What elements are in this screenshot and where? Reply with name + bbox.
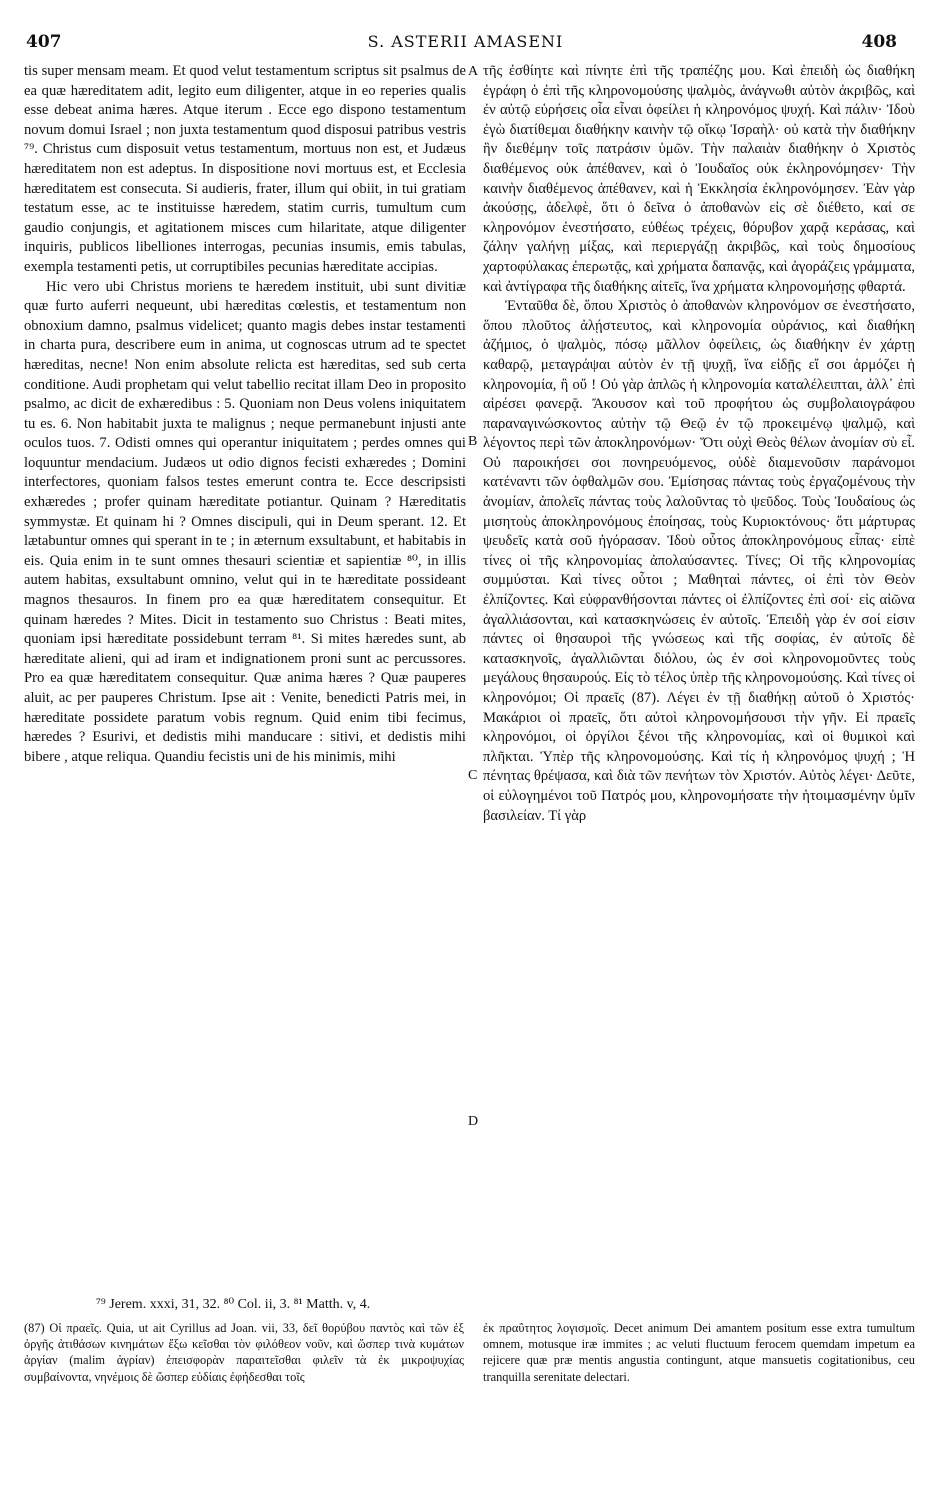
running-title: S. ASTERII AMASENI (367, 32, 564, 51)
scripture-references: ⁷⁹ Jerem. xxxi, 31, 32. ⁸⁰ Col. ii, 3. ⁸¹ Matth. v, 4. (96, 1297, 371, 1312)
footnote-87-right: ἐκ πραΰτητος λογισμοῖς. Decet animum Dei amantem positum esse extra tumultum omnem, motusque iræ immites ; ac veluti fluctuum ferocem quemdam impetum ea rejicere quæ præ mentis angustia contingunt, atque mansuetis cogitationibus, ceu tranquilla serenitate delectari. (483, 1321, 915, 1384)
footnote-87-left: (87) Οἱ πραεῖς. Quia, ut ait Cyrillus ad Joan. vii, 33, δεῖ θορύβου παντὸς καὶ τῶν ἐξ ὀργῆς ἀτιθάσων κινημάτων ἔξω κεῖσθαι τὸν φιλόθεον νοῦν, καὶ ὥσπερ τινὰ κυμάτων ἀργίαν (malim ἀγρίαν) ἐπεισφορὰν παραιτεῖσθαι φιλεῖν τὰ ἐκ μικροψυχίας συμβαίνοντα, νηνέμοις δὲ ὥσπερ εὐδίαις ἐφήδεσθαι τοῖς (24, 1321, 464, 1384)
page-number-right: 408 (861, 32, 897, 52)
margin-marker-d: D (468, 1114, 479, 1129)
footnotes (24, 1296, 915, 1384)
latin-column (24, 62, 466, 767)
greek-paragraph-2: Ἐνταῦθα δὲ, ὅπου Χριστὸς ὁ ἀποθανὼν κληρονόμον σε ἐνεστήσατο, ὅπου πλοῦτος ἀλῄστευτος, καὶ κληρονομία οὐράνιος, καὶ διαθήκη ἀζήμιος, ὁ ψαλμὸς, πόσῳ μᾶλλον ὀφείλεις, ὡς διαθήκην ἐν χάρτῃ καθαρῷ, μεταγράψαι αὐτὸν ἐν τῇ ψυχῇ, ἵνα εἰδῇς εἴ σοι ἁρμόζει ἡ κληρονομία, ἢ οὔ ! Οὐ γὰρ ἁπλῶς ἡ κληρονομία καταλέλειπται, ἀλλ᾽ ἐπὶ αἱρέσει φανερᾷ. Ἄκουσον καὶ τοῦ προφήτου ὡς συμβολαιογράφου παραναγινώσκοντος αὐτὴν τῷ Θεῷ ἐν τῷ προκειμένῳ ψαλμῷ, καὶ λέγοντος περὶ τῶν ἀποκληρονόμων· Ὅτι οὐχὶ Θεὸς θέλων ἀνομίαν σὺ εἶ. Οὐ παροικήσει σοι πονηρευόμενος, οὐδὲ διαμενοῦσιν παράνομοι κατέναντι τῶν ὀφθαλμῶν σου. Ἐμίσησας πάντας τοὺς ἐργαζομένους τὴν ἀνομίαν, ἀπολεῖς πάντας τοὺς λαλοῦντας τὸ ψεῦδος. Τοὺς Ἰουδαίους ὡς μισητοὺς ἀποκληρονόμους ἐποίησας, τοὺς Κυριοκτόνους· ὅτι μάρτυρας ψευδεῖς κατὰ σοῦ ἠγόρασαν. Ἰδοὺ οὗτος ἀποκληρονόμους εἶπας· εἰπὲ τίνες οἱ τῆς κληρονομίας ἀπολαύσαντες. Τίνες; Οἱ τῆς κληρονομίας συμμύσται. Καὶ τίνες οὗτοι ; Μαθηταὶ πάντες, οἱ ἐπὶ τὸν Θεὸν ἐλπίζοντες. Καὶ εὐφρανθήσονται πάντες οἱ ἐλπίζοντες ἐπὶ σοί· εἰς αἰῶνα ἀγαλλιάσονται, καὶ κατασκηνώσεις ἐν αὐτοῖς. Ἐπειδὴ γὰρ ἐν σοί εἰσιν πάντες οἱ θησαυροὶ τῆς γνώσεως καὶ τῆς σοφίας, ἐν αὐτοῖς δὲ κατασκηνοῖς, ἀγαλλιῶνται διόλου, ὡς ἐν σοὶ κληρονομοῦντες τοὺς μεγάλους θησαυρούς. Εἰς τὸ τέλος ὑπὲρ τῆς κληρονομούσης. Καὶ τίνες οἱ κληρονόμοι; Οἱ πραεῖς (87). Λέγει ἐν τῇ διαθήκῃ αὐτοῦ ὁ Χριστός· Μακάριοι οἱ πραεῖς, ὅτι αὐτοὶ κληρονομήσουσι τὴν γῆν. Εἰ πραεῖς κληρονόμοι, οἱ ὀργίλοι ξένοι τῆς κληρονομίας, καὶ οἱ θυμικοὶ καὶ πλῆκται. Ὑπὲρ τῆς κληρονομούσης. Καὶ τίς ἡ κληρονόμος ψυχή ; Ἡ πένητας θρέψασα, καὶ διὰ τῶν πενήτων τὸν Χριστόν. Αὐτὸς λέγει· Δεῦτε, οἱ εὐλογημένοι τοῦ Πατρός μου, κληρονομήσατε τὴν ἡτοιμασμένην ὑμῖν βασιλείαν. Τί γὰρ (483, 298, 915, 824)
greek-column (483, 62, 915, 826)
latin-paragraph-1: tis super mensam meam. Et quod velut testamentum scriptus sit psalmus de ea quæ hæreditatem adit, legito eum diligenter, atque in eo reperies qualis esse debeat anima hæres. Atque iterum . Ecce ego dispono testamentum novum domui Israel ; non juxta testamentum quod disposui patribus vestris ⁷⁹. Christus cum disposuit vetus testamentum, mortuus non est, et Judæus hæreditatem non est adeptus. In dispositione novi mortuus est, et Ecclesia hæreditatem est consecuta. Si audieris, frater, illum qui obiit, in tui gratiam testatum esse, ac te instituisse hæredem, statim curris, tumultum cum gaudio conjungis, et agitationem misces cum hilaritate, atque diligenter inquiris, publicos libelliones interrogas, pecunias insumis, emis tabulas, exempla testamenti petis, ut corruptibiles pecunias hæreditate accipias. (24, 63, 466, 275)
page-header (0, 32, 931, 58)
latin-paragraph-2: Hic vero ubi Christus moriens te hæredem instituit, ubi sunt divitiæ quæ furto auferri nequeunt, ubi hæreditas cœlestis, et testamentum non obnoxium damno, psalmus videlicet; quanto magis debes instar testamenti in charta pura, describere eum in anima, ut cognoscas utrum ad te spectet hæreditas, necne! Non enim absolute relicta est hæreditas, sed sub certa conditione. Audi prophetam qui velut tabellio recitat illam Deo in proposito psalmo, ac dicit de exhæredibus : 5. Quoniam non Deus volens iniquitatem tu es. 6. Non habitabit juxta te malignus ; neque permanebunt injusti ante oculos tuos. 7. Odisti omnes qui operantur iniquitatem ; perdes omnes qui loquuntur mendacium. Judæos ut odio dignos fecisti exhæredes ; Domini interfectores, quoniam falsos testes emerunt contra te. Ecce descripsisti exhæredes ; profer quinam hæreditate potiantur. Quinam ? Hæreditatis symmystæ. Et quinam hi ? Omnes discipuli, qui in Deum sperant. 12. Et lætabuntur omnes qui sperant in te ; in æternum exsultabunt, et habitabis in eis. Quia enim in te sunt omnes thesauri scientiæ et sapientiæ ⁸⁰, in illis autem habitas, exsultabunt omnino, velut qui in te hæreditate possideant magnos thesauros. In finem pro ea quæ hæreditatem consequitur. Et quinam hæredes ? Mites. Dicit in testamento suo Christus : Beati mites, quoniam ipsi hæreditate possidebunt terram ⁸¹. Si mites hæredes sunt, ab hæreditate alieni, qui ad iram et indignationem proni sunt ac percussores. Pro ea quæ hæreditatem consequitur. Quæ anima hæres ? Quæ pauperes aluit, ac per pauperes Christum. Ipse ait : Venite, benedicti Patris mei, in hæreditate possidete paratum vobis regnum. Quid enim tibi fecimus, hæredes ? Esurivi, et dedistis mihi manducare : sitivi, et dedistis mihi bibere , atque reliqua. Quandiu fecistis uni de his minimis, mihi (24, 278, 466, 765)
margin-marker-a: A (468, 64, 479, 79)
margin-marker-c: C (468, 768, 478, 783)
greek-paragraph-1: τῆς ἐσθίητε καὶ πίνητε ἐπὶ τῆς τραπέζης μου. Καὶ ἐπειδὴ ὡς διαθήκη ἐγράφη ὁ ἐπὶ τῆς κληρονομούσης ψαλμὸς, ἀνάγνωθι αὐτὸν ἀκριβῶς, καὶ ἐν αὐτῷ εὑρήσεις οἷα εἶναι ὀφείλει ἡ κληρονόμος ψυχή. Καὶ πάλιν· Ἰδοὺ ἐγὼ διατίθεμαι διαθήκην καινὴν τῷ οἴκῳ Ἰσραὴλ· οὐ κατὰ τὴν διαθήκην ἣν διεθέμην τοῖς πατράσιν ὑμῶν. Τὴν παλαιὰν διαθήκην ὁ Χριστὸς διαθέμενος οὐκ ἀπέθανεν, καὶ ὁ Ἰουδαῖος οὐκ ἐκληρονόμησεν· Τὴν καινὴν διαθέμενος ἀπέθανεν, καὶ ἡ Ἐκκλησία ἐκληρονόμησεν. Ἐὰν γὰρ ἀκούσῃς, ἀδελφὲ, ὅτι ὁ δεῖνα ὁ ἀποθανὼν εἰς σὲ διέθετο, καί σε κληρονόμον ἐνεστήσατο, εὐθέως τρέχεις, θόρυβον χαρᾷ κεράσας, καὶ ζάλην γαλήνῃ μίξας, καὶ περιεργάζῃ ἀκριβῶς, καὶ τοὺς δημοσίους χαρτοφύλακας ἐπερωτᾷς, καὶ χρήματα δαπανᾷς, καὶ ἀγοράζεις γράμματα, καὶ ἀντίγραφα τῆς διαθήκης αἰτεῖς, ἵνα χρήματα κληρονομήσῃς φθαρτά. (483, 63, 915, 295)
page-number-left: 407 (26, 32, 62, 52)
margin-marker-b: B (468, 434, 478, 449)
